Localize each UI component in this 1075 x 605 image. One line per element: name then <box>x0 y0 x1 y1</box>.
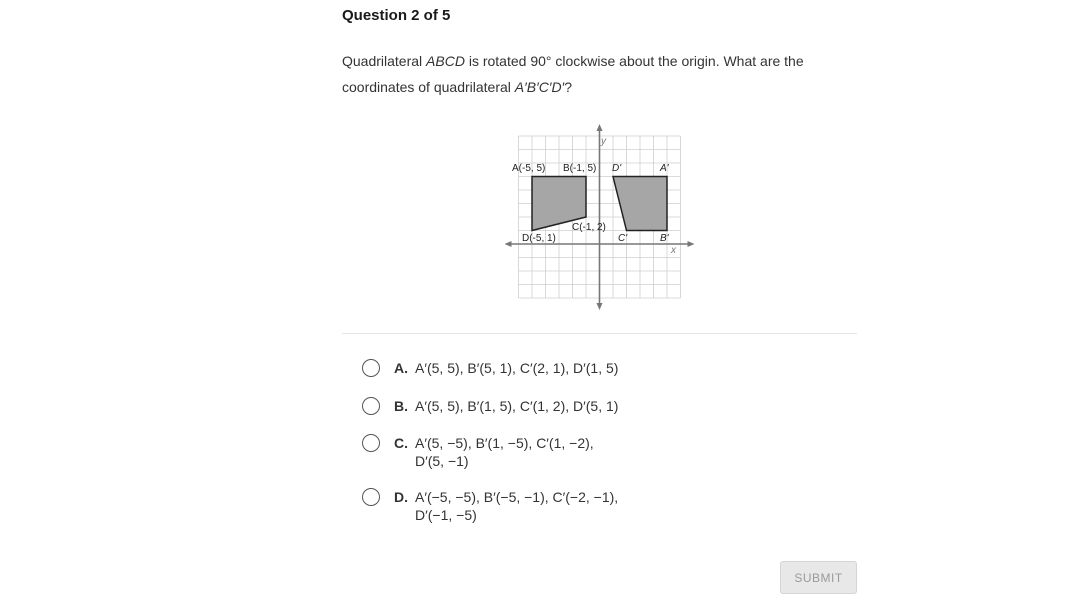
radio-button-a[interactable] <box>362 359 380 377</box>
x-axis-label: x <box>671 245 676 256</box>
choice-c-line2: D′(5, −1) <box>415 453 469 469</box>
prompt-text-1: Quadrilateral <box>342 53 427 69</box>
choice-a[interactable] <box>362 359 675 377</box>
coordinate-grid-figure <box>505 122 700 312</box>
y-axis-arrow-down <box>597 303 603 310</box>
radio-button-d[interactable] <box>362 488 380 506</box>
choice-letter-b: B. <box>394 398 408 414</box>
submit-button[interactable]: SUBMIT <box>780 561 857 594</box>
label-c-prime: C' <box>618 233 628 244</box>
label-b-prime: B' <box>660 233 669 244</box>
choice-b-line1: A′(5, 5), B′(1, 5), C′(1, 2), D′(5, 1) <box>415 398 619 414</box>
y-axis-label: y <box>601 136 606 147</box>
prompt-abcd: ABCD <box>426 53 465 69</box>
x-axis-arrow-right <box>688 241 695 247</box>
choice-text-d <box>415 488 675 524</box>
choice-c[interactable] <box>362 434 645 470</box>
choice-a-line1: A′(5, 5), B′(5, 1), C′(2, 1), D′(1, 5) <box>415 360 619 376</box>
prompt-text-2: is rotated 90° clockwise about the origin. What are the coordinates of quadrilateral <box>342 53 804 95</box>
divider <box>342 333 857 334</box>
prompt-prime: A′B′C′D′ <box>514 79 565 95</box>
label-d: D(-5, 1) <box>522 233 556 244</box>
choice-text-b <box>415 397 675 415</box>
radio-button-b[interactable] <box>362 397 380 415</box>
choice-c-line1: A′(5, −5), B′(1, −5), C′(1, −2), <box>415 435 594 451</box>
x-axis-arrow-left <box>505 241 512 247</box>
choice-d-line2: D′(−1, −5) <box>415 507 477 523</box>
choice-d-line1: A′(−5, −5), B′(−5, −1), C′(−2, −1), <box>415 489 619 505</box>
choice-letter-a: A. <box>394 360 408 376</box>
question-counter: Question 2 of 5 <box>342 7 451 24</box>
quadrilateral-prime <box>613 177 667 231</box>
label-d-prime: D' <box>612 163 622 174</box>
choice-letter-c: C. <box>394 435 408 451</box>
choice-text-a <box>415 359 675 377</box>
radio-button-c[interactable] <box>362 434 380 452</box>
label-c: C(-1, 2) <box>572 222 606 233</box>
choice-letter-d: D. <box>394 489 408 505</box>
choice-b[interactable] <box>362 397 675 415</box>
label-a: A(-5, 5) <box>512 163 546 174</box>
prompt-text-3: ? <box>564 79 572 95</box>
choice-text-c <box>415 434 645 470</box>
label-a-prime: A' <box>660 163 669 174</box>
y-axis-arrow-up <box>597 124 603 131</box>
choice-d[interactable] <box>362 488 675 524</box>
label-b: B(-1, 5) <box>563 163 597 174</box>
question-prompt <box>342 48 857 100</box>
